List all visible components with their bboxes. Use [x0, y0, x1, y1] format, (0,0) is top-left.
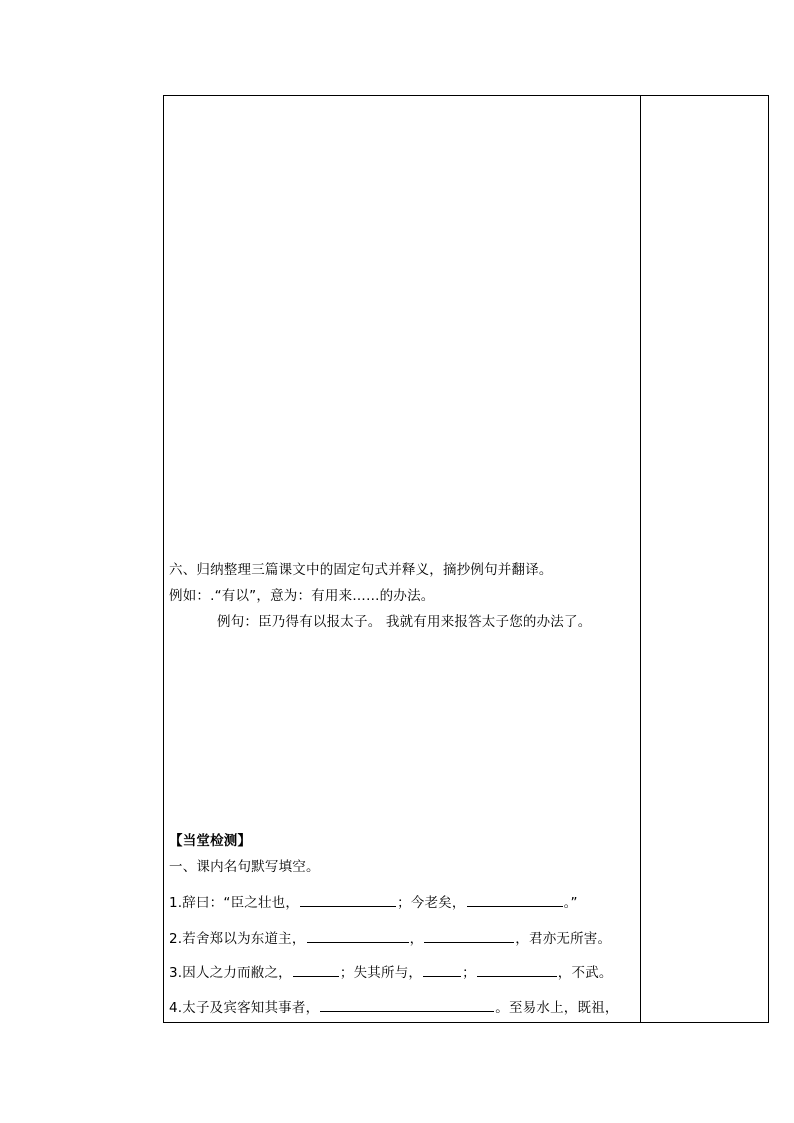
table-frame: [163, 95, 769, 1023]
section-six-title: 六、归纳整理三篇课文中的固定句式并释义，摘抄例句并翻译。: [169, 562, 553, 578]
q3-mid1: ；失其所与，: [339, 965, 423, 981]
q3-blank-2[interactable]: [423, 963, 461, 977]
q1-prefix: 1.辞曰：“臣之壮也，: [169, 895, 300, 911]
q2-suffix: ，君亦无所害。: [515, 931, 612, 947]
q2-mid: ，: [409, 931, 424, 947]
part-one-title: 一、课内名句默写填空。: [169, 859, 320, 875]
q4-blank-1[interactable]: [320, 998, 494, 1012]
q1-suffix: 。”: [563, 895, 578, 911]
q2-prefix: 2.若舍郑以为东道主，: [169, 931, 306, 947]
example-line: 例如：.“有以”，意为：有用来……的办法。: [169, 588, 435, 604]
q2-blank-2[interactable]: [424, 929, 514, 943]
q1-blank-2[interactable]: [467, 893, 563, 907]
question-1: [169, 893, 578, 912]
question-2: [169, 929, 611, 948]
example-sentence: 例句：臣乃得有以报太子。 我就有用来报答太子您的办法了。: [217, 614, 592, 630]
classroom-test-heading: 【当堂检测】: [169, 833, 252, 849]
q3-mid2: ；: [462, 965, 476, 981]
q3-suffix: ，不武。: [557, 965, 613, 981]
q3-blank-3[interactable]: [477, 963, 557, 977]
column-divider: [640, 95, 641, 1023]
q1-blank-1[interactable]: [300, 893, 396, 907]
q4-prefix: 4.太子及宾客知其事者，: [169, 1000, 320, 1016]
q4-suffix: 。至易水上，既祖，: [495, 1000, 619, 1016]
q3-prefix: 3.因人之力而敝之，: [169, 965, 292, 981]
question-3: [169, 963, 613, 982]
question-4: [169, 998, 619, 1017]
q3-blank-1[interactable]: [293, 963, 339, 977]
q2-blank-1[interactable]: [307, 929, 409, 943]
q1-mid: ；今老矣，: [397, 895, 466, 911]
